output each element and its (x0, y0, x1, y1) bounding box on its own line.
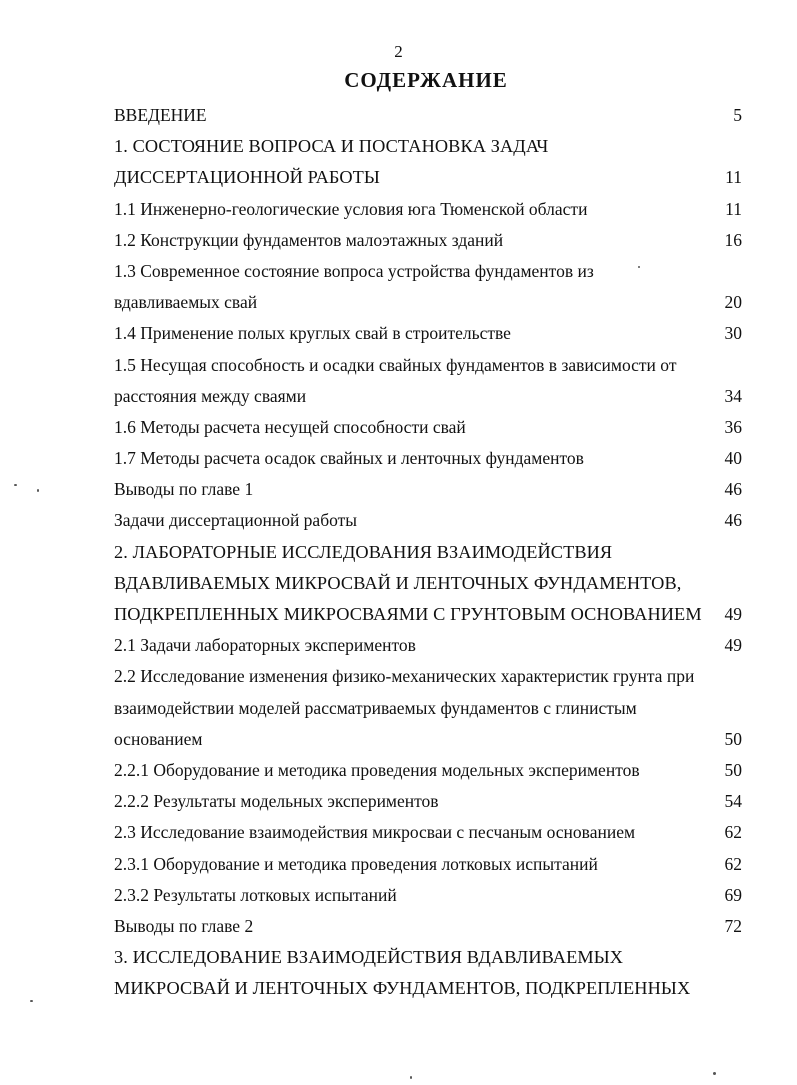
toc-entry-page: 54 (724, 791, 742, 812)
scan-speck (30, 1000, 33, 1002)
toc-entry[interactable] (114, 412, 742, 443)
toc-entry-page: 49 (724, 604, 742, 624)
toc-entry[interactable] (114, 537, 742, 568)
toc-entry-text: 2.3 Исследование взаимодействия микросваи с песчаным основанием (114, 822, 636, 843)
toc-entry-text: ДИССЕРТАЦИОННОЙ РАБОТЫ (114, 167, 380, 188)
toc-entry[interactable] (114, 568, 742, 599)
toc-entry[interactable] (114, 911, 742, 942)
toc-entry[interactable] (114, 880, 742, 911)
toc-entry[interactable] (114, 318, 742, 349)
toc-entry-text: 2.1 Задачи лабораторных экспериментов (114, 635, 416, 656)
toc-entry-page: 11 (725, 198, 742, 219)
toc-entry-page: 11 (725, 167, 742, 188)
toc-entry[interactable] (114, 381, 742, 412)
toc-entry-text: 1.2 Конструкции фундаментов малоэтажных зданий (114, 229, 504, 250)
scan-speck (14, 484, 17, 486)
toc-entry-text: 1.4 Применение полых круглых свай в строительстве (114, 323, 511, 344)
toc-entry-text: ВДАВЛИВАЕМЫХ МИКРОСВАЙ И ЛЕНТОЧНЫХ ФУНДАМЕНТОВ, (114, 572, 682, 593)
toc-entry[interactable] (114, 350, 742, 381)
toc-entry-text: 1.3 Современное состояние вопроса устройства фундаментов из (114, 260, 594, 281)
toc-entry[interactable] (114, 849, 742, 880)
page-number: 2 (394, 42, 403, 61)
toc-entry-text: основанием (114, 728, 203, 749)
toc-entry-page: 16 (724, 229, 742, 250)
toc-entry[interactable] (114, 225, 742, 256)
toc-entry-page: 62 (724, 853, 742, 874)
toc-entry-page: 69 (724, 884, 742, 905)
toc-entry-page: 40 (724, 448, 742, 469)
scan-speck (37, 489, 39, 492)
toc-entry[interactable] (114, 162, 742, 193)
scan-speck (638, 266, 640, 268)
toc-entry-text: 1.7 Методы расчета осадок свайных и ленточных фундаментов (114, 448, 584, 469)
toc-entry[interactable] (114, 131, 742, 162)
toc-entry-text: 2.3.2 Результаты лотковых испытаний (114, 884, 397, 905)
toc-entry-page: 36 (724, 416, 742, 437)
toc-entry-page: 72 (724, 915, 742, 936)
toc-entry-text: 1.5 Несущая способность и осадки свайных фундаментов в зависимости от (114, 354, 677, 375)
toc-entry-text: расстояния между сваями (114, 385, 307, 406)
toc-entry-text: 2. ЛАБОРАТОРНЫЕ ИССЛЕДОВАНИЯ ВЗАИМОДЕЙСТВИЯ (114, 541, 613, 562)
toc-entry[interactable] (114, 443, 742, 474)
toc-entry-text: Задачи диссертационной работы (114, 510, 358, 531)
toc-entry-page: 62 (724, 822, 742, 843)
toc-entry-text: 1.6 Методы расчета несущей способности свай (114, 416, 466, 437)
toc-entry[interactable] (114, 194, 742, 225)
toc-entry-text: 1. СОСТОЯНИЕ ВОПРОСА И ПОСТАНОВКА ЗАДАЧ (114, 136, 549, 157)
toc-entry[interactable] (114, 786, 742, 817)
toc-entry-text: 1.1 Инженерно-геологические условия юга Тюменской области (114, 198, 588, 219)
table-of-contents (114, 100, 742, 1004)
toc-entry-page: 46 (724, 479, 742, 500)
toc-entry[interactable] (114, 474, 742, 505)
toc-entry-text: 2.3.1 Оборудование и методика проведения лотковых испытаний (114, 853, 598, 874)
toc-entry-text: ПОДКРЕПЛЕННЫХ МИКРОСВАЯМИ С ГРУНТОВЫМ ОСНОВАНИЕМ (114, 604, 702, 624)
toc-entry[interactable] (114, 693, 742, 724)
toc-entry-page: 34 (724, 385, 742, 406)
toc-entry[interactable] (114, 817, 742, 848)
toc-entry-page: 5 (733, 105, 742, 125)
toc-entry-page: 20 (724, 292, 742, 313)
toc-entry-text: 3. ИССЛЕДОВАНИЕ ВЗАИМОДЕЙСТВИЯ ВДАВЛИВАЕМЫХ (114, 947, 624, 968)
toc-entry-page: 50 (724, 759, 742, 780)
scan-speck (410, 1076, 412, 1079)
scan-speck (713, 1072, 716, 1075)
toc-entry[interactable] (114, 661, 742, 692)
toc-entry-text: взаимодействии моделей рассматриваемых фундаментов с глинистым (114, 697, 637, 718)
toc-entry[interactable] (114, 287, 742, 318)
page-title: СОДЕРЖАНИЕ (344, 68, 508, 92)
toc-entry-text: 2.2.1 Оборудование и методика проведения модельных экспериментов (114, 759, 640, 780)
toc-entry-page: 46 (724, 510, 742, 531)
toc-entry[interactable] (114, 973, 742, 1004)
toc-entry[interactable] (114, 755, 742, 786)
toc-entry-page: 50 (724, 728, 742, 749)
toc-entry-text: Выводы по главе 1 (114, 479, 254, 500)
toc-entry-page: 49 (724, 635, 742, 656)
toc-entry[interactable] (114, 724, 742, 755)
toc-entry[interactable] (114, 942, 742, 973)
toc-entry-page: 30 (724, 323, 742, 344)
toc-entry[interactable] (114, 599, 742, 630)
toc-entry-text: Выводы по главе 2 (114, 915, 254, 936)
toc-entry-text: МИКРОСВАЙ И ЛЕНТОЧНЫХ ФУНДАМЕНТОВ, ПОДКРЕПЛЕННЫХ (114, 978, 691, 999)
toc-entry-text: 2.2 Исследование изменения физико-механических характеристик грунта при (114, 666, 695, 687)
toc-entry[interactable] (114, 630, 742, 661)
toc-entry-text: вдавливаемых свай (114, 292, 258, 313)
toc-entry-text: 2.2.2 Результаты модельных экспериментов (114, 791, 439, 812)
toc-entry[interactable] (114, 505, 742, 536)
toc-entry[interactable] (114, 100, 742, 131)
toc-entry[interactable] (114, 256, 742, 287)
toc-entry-text: ВВЕДЕНИЕ (114, 105, 207, 125)
